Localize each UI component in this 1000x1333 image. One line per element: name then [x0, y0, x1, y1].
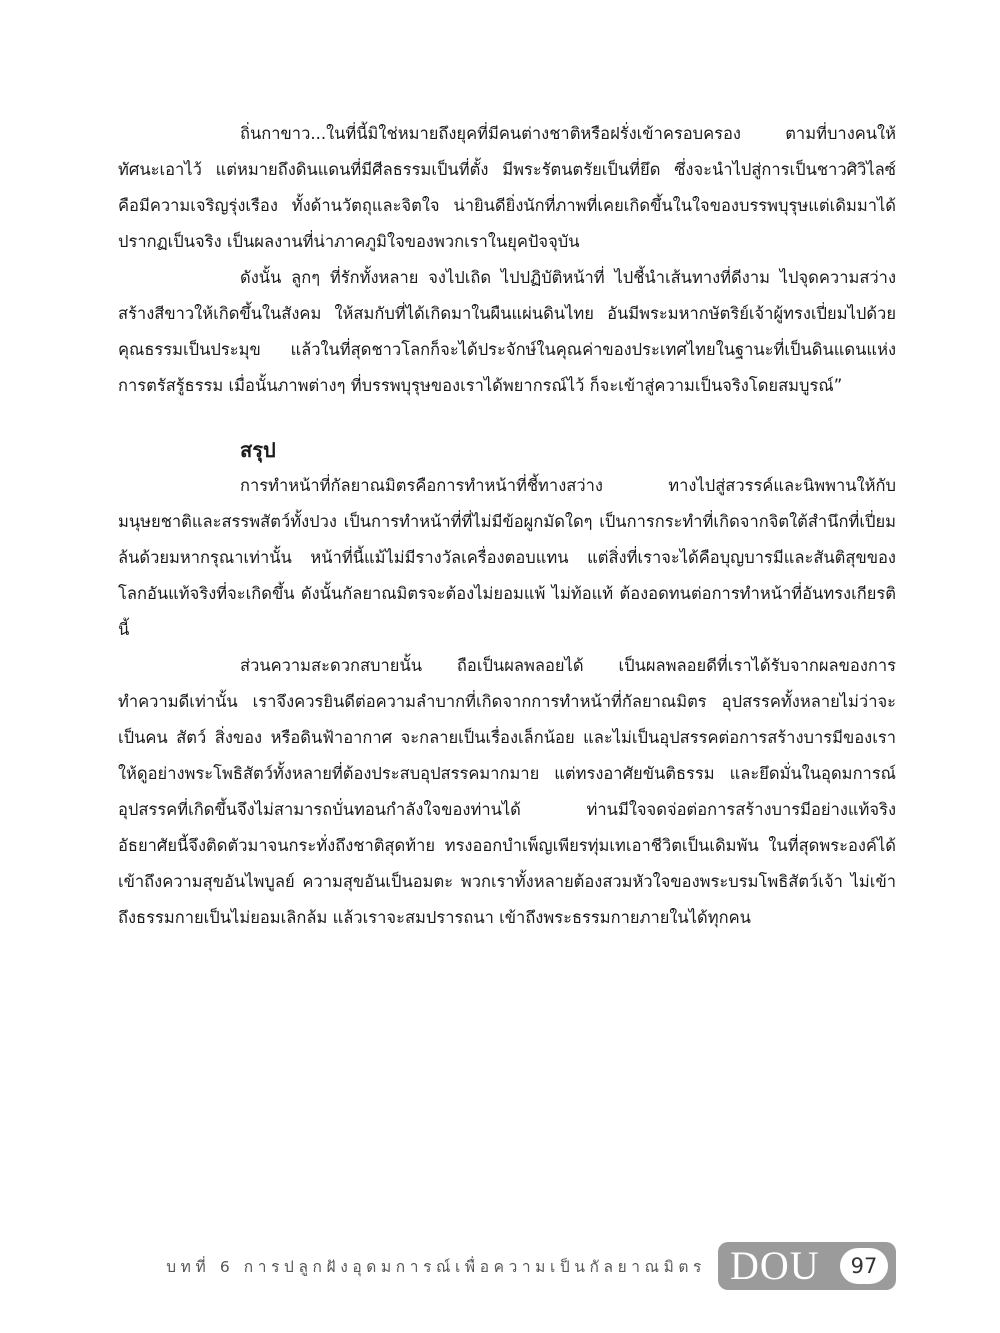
summary-paragraph-1: การทำหน้าที่กัลยาณมิตรคือการทำหน้าที่ชี้ทางสว่าง ทางไปสู่สวรรค์และนิพพานให้กับมนุษยชาติและสรรพสัตว์ทั้งปวง เป็นการทำหน้าที่ที่ไม่มีข้อผูกมัดใดๆ เป็นการกระทำที่เกิดจากจิตใต้สำนึกที่เปี่ยมล้นด้วยมหากรุณาเท่านั้น หน้าที่นี้แม้ไม่มีรางวัลเครื่องตอบแทน แต่สิ่งที่เราจะได้คือบุญบารมีและสันติสุขของโลกอันแท้จริงที่จะเกิดขึ้น ดังนั้นกัลยาณมิตรจะต้องไม่ยอมแพ้ ไม่ท้อแท้ ต้องอดทนต่อการทำหน้าที่อันทรงเกียรตินี้ [118, 476, 896, 639]
body-paragraph-1: ถิ่นกาขาว...ในที่นี้มิใช่หมายถึงยุคที่มีคนต่างชาติหรือฝรั่งเข้าครอบครอง ตามที่บางคนให้ทัศนะเอาไว้ แต่หมายถึงดินแดนที่มีศีลธรรมเป็นที่ตั้ง มีพระรัตนตรัยเป็นที่ยึด ซึ่งจะนำไปสู่การเป็นชาวศิวิไลซ์ คือมีความเจริญรุ่งเรือง ทั้งด้านวัตถุและจิตใจ น่ายินดียิ่งนักที่ภาพที่เคยเกิดขึ้นในใจของบรรพบุรุษแต่เดิมมาได้ปรากฏเป็นจริง เป็นผลงานที่น่าภาคภูมิใจของพวกเราในยุคปัจจุบัน [118, 124, 896, 251]
dou-logo: DOU [730, 1243, 820, 1288]
summary-paragraph-2: ส่วนความสะดวกสบายนั้น ถือเป็นผลพลอยได้ เป็นผลพลอยดีที่เราได้รับจากผลของการทำความดีเท่านั้น เราจึงควรยินดีต่อความลำบากที่เกิดจากการทำหน้าที่กัลยาณมิตร อุปสรรคทั้งหลายไม่ว่าจะเป็นคน สัตว์ สิ่งของ หรือดินฟ้าอากาศ จะกลายเป็นเรื่องเล็กน้อย และไม่เป็นอุปสรรคต่อการสร้างบารมีของเรา ให้ดูอย่างพระโพธิสัตว์ทั้งหลายที่ต้องประสบอุปสรรคมากมาย แต่ทรงอาศัยขันติธรรม และยึดมั่นในอุดมการณ์ อุปสรรคที่เกิดขึ้นจึงไม่สามารถบั่นทอนกำลังใจของท่านได้ ท่านมีใจจดจ่อต่อการสร้างบารมีอย่างแท้จริง อัธยาศัยนี้จึงติดตัวมาจนกระทั่งถึงชาติสุดท้าย ทรงออกบำเพ็ญเพียรทุ่มเทเอาชีวิตเป็นเดิมพัน ในที่สุดพระองค์ได้เข้าถึงความสุขอันไพบูลย์ ความสุขอันเป็นอมตะ พวกเราทั้งหลายต้องสวมหัวใจของพระบรมโพธิสัตว์เจ้า ไม่เข้าถึงธรรมกายเป็นไม่ยอมเลิกล้ม แล้วเราจะสมปรารถนา เข้าถึงพระธรรมกายภายในได้ทุกคน [118, 656, 896, 927]
dou-page-badge [718, 1242, 896, 1290]
chapter-title: บทที่ 6 การปลูกฝังอุดมการณ์เพื่อความเป็นกัลยาณมิตร [166, 1257, 706, 1276]
page-footer [118, 1242, 896, 1290]
body-paragraph-2: ดังนั้น ลูกๆ ที่รักทั้งหลาย จงไปเถิด ไปปฏิบัติหน้าที่ ไปชี้นำเส้นทางที่ดีงาม ไปจุดความสว่าง สร้างสีขาวให้เกิดขึ้นในสังคม ให้สมกับที่ได้เกิดมาในผืนแผ่นดินไทย อันมีพระมหากษัตริย์เจ้าผู้ทรงเปี่ยมไปด้วยคุณธรรมเป็นประมุข แล้วในที่สุดชาวโลกก็จะได้ประจักษ์ในคุณค่าของประเทศไทยในฐานะที่เป็นดินแดนแห่งการตรัสรู้ธรรม เมื่อนั้นภาพต่างๆ ที่บรรพบุรุษของเราได้พยากรณ์ไว้ ก็จะเข้าสู่ความเป็นจริงโดยสมบูรณ์” [118, 268, 896, 395]
section-heading-summary: สรุป [240, 438, 276, 462]
page-content [118, 116, 896, 936]
page-number: 97 [840, 1248, 888, 1284]
